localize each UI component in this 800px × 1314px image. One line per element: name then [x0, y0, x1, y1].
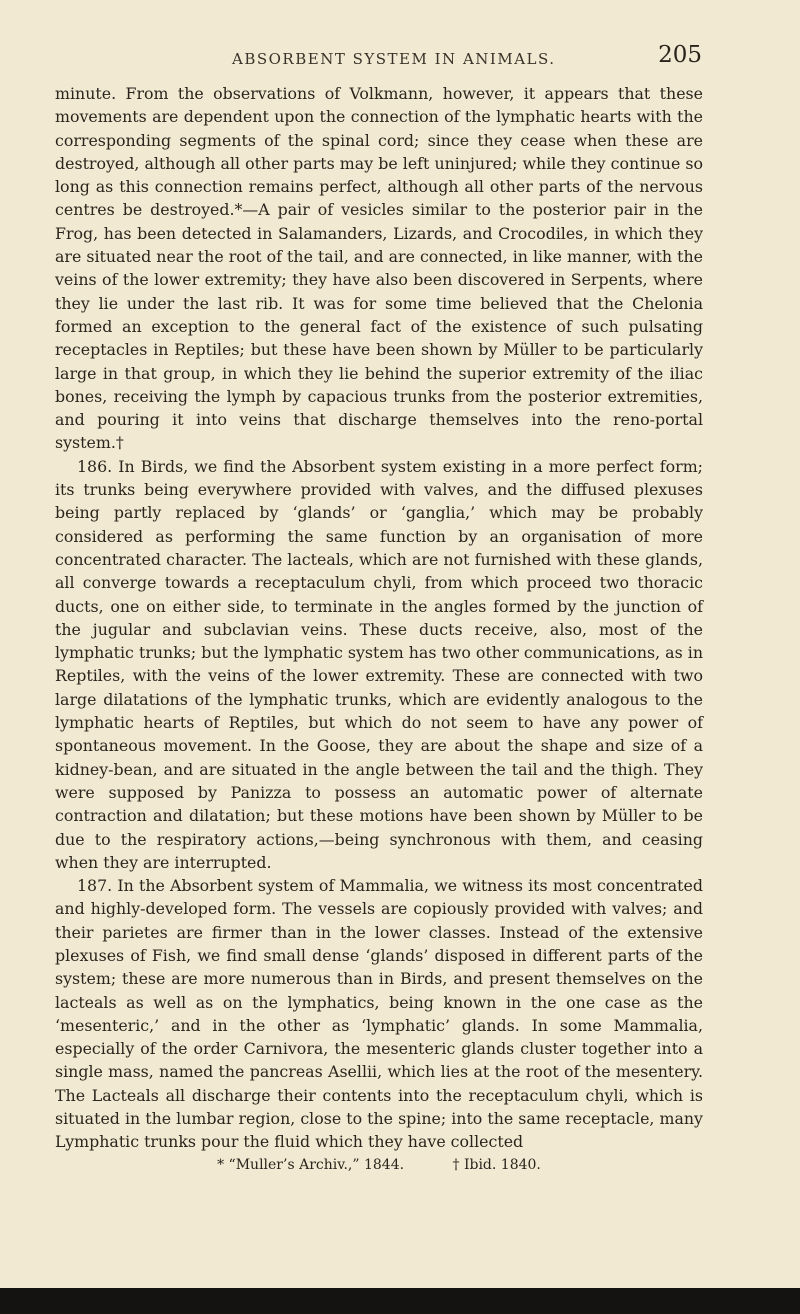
footnote-1: * “Muller’s Archiv.,” 1844.: [217, 1157, 405, 1173]
paragraph-continuation: minute. From the observations of Volkmann, however, it appears that these movements are dependent upon the connection of the lymphatic hearts with the corresponding segments of the spinal cord; since they cease when these are destroyed, although all other parts may be left uninjured; while they continue so long as this connection remains perfect, although all other parts of the nervous centres be destroyed.*—A pair of vesicles similar to the posterior pair in the Frog, has been detected in Salamanders, Lizards, and Crocodiles, in which they are situated near the root of the tail, and are connected, in like manner, with the veins of the lower extremity; they have also been discovered in Serpents, where they lie under the last rib. It was for some time believed that the Chelonia formed an exception to the general fact of the existence of such pulsating receptacles in Reptiles; but these have been shown by Müller to be particularly large in that group, in which they lie behind the superior extremity of the iliac bones, receiving the lymph by capacious trunks from the posterior extremities, and pouring it into veins that discharge themselves into the reno-portal system.†: [55, 84, 703, 453]
paragraph-187-mammalia: 187. In the Absorbent system of Mammalia, we witness its most concentrated and highly-developed form. The vessels are copiously provided with valves; and their parietes are firmer than in the lower classes. Instead of the extensive plexuses of Fish, we find small dense ‘glands’ disposed in different parts of the system; these are more numerous than in Birds, and present themselves on the lacteals as well as on the lymphatics, being known in the one case as the ‘mesenteric,’ and in the other as ‘lymphatic’ glands. In some Mammalia, especially of the order Carnivora, the mesenteric glands cluster together into a single mass, named the pancreas Asellii, which lies at the root of the mesentery. The Lacteals all discharge their contents into the receptaculum chyli, which is situated in the lumbar region, close to the spine; into the same receptacle, many Lymphatic trunks pour the fluid which they have collected: [55, 876, 703, 1152]
page-header: [232, 42, 702, 82]
page-number: 205: [658, 42, 702, 68]
body-text: [55, 82, 703, 1154]
running-head: ABSORBENT SYSTEM IN ANIMALS.: [232, 50, 556, 68]
footnotes: [55, 1155, 703, 1175]
paragraph-186-birds: 186. In Birds, we find the Absorbent system existing in a more perfect form; its trunks being everywhere provided with valves, and the diffused plexuses being partly replaced by ‘glands’ or ‘ganglia,’ which may be probably considered as performing the same function by an organisation of more concentrated character. The lacteals, which are not furnished with these glands, all converge towards a receptaculum chyli, from which proceed two thoracic ducts, one on either side, to terminate in the angles formed by the junction of the jugular and subclavian veins. These ducts receive, also, most of the lymphatic trunks; but the lymphatic system has two other communications, as in Reptiles, with the veins of the lower extremity. These are connected with two large dilatations of the lymphatic trunks, which are evidently analogous to the lymphatic hearts of Reptiles, but which do not seem to have any power of spontaneous movement. In the Goose, they are about the shape and size of a kidney-bean, and are situated in the angle between the tail and the thigh. They were supposed by Panizza to possess an automatic power of alternate contraction and dilatation; but these motions have been shown by Müller to be due to the respiratory actions,—being synchronous with them, and ceasing when they are interrupted.: [55, 456, 703, 872]
scan-edge-band: [0, 1288, 800, 1314]
footnote-2: † Ibid. 1840.: [452, 1157, 541, 1173]
